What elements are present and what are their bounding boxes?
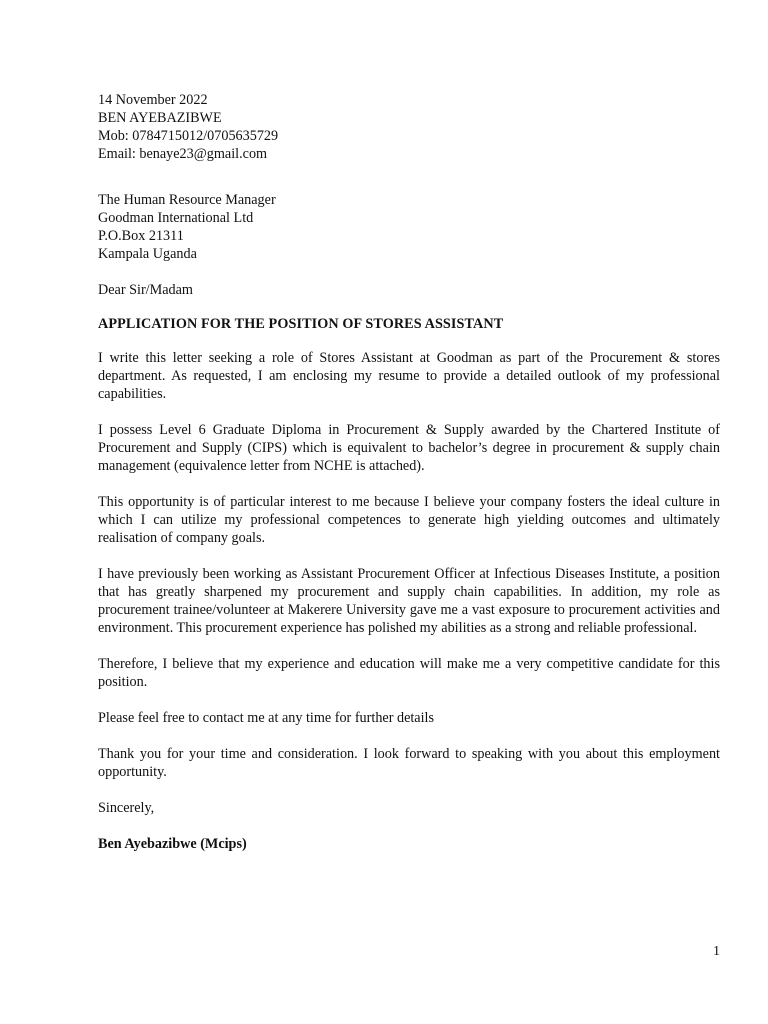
closing: Sincerely, xyxy=(98,800,155,816)
paragraph-conclusion: Therefore, I believe that my experience and education will make me a very competitive candidate for this position. xyxy=(98,656,720,690)
recipient-block xyxy=(98,191,720,263)
paragraph-interest: This opportunity is of particular interest to me because I believe your company fosters the ideal culture in which I can utilize my professional competences to generate high yielding outcomes and ultimately realisation of company goals. xyxy=(98,494,720,546)
paragraph-intro: I write this letter seeking a role of Stores Assistant at Goodman as part of the Procurement & stores department. As requested, I am enclosing my resume to provide a detailed outlook of my professional capabilities. xyxy=(98,350,720,402)
sender-email: Email: benaye23@gmail.com xyxy=(98,146,268,162)
paragraph-experience: I have previously been working as Assistant Procurement Officer at Infectious Diseases Institute, a position that has greatly sharpened my procurement and supply chain capabilities. In addition, my role as procurement trainee/volunteer at Makerere University gave me a vast exposure to procurement activities and environment. This procurement experience has polished my abilities as a strong and reliable professional. xyxy=(98,566,720,636)
sender-name: BEN AYEBAZIBWE xyxy=(98,110,222,126)
paragraph-qualification: I possess Level 6 Graduate Diploma in Procurement & Supply awarded by the Chartered Institute of Procurement and Supply (CIPS) which is equivalent to bachelor’s degree in procurement & supply chain management (equivalence letter from NCHE is attached). xyxy=(98,422,720,474)
letter-page xyxy=(98,91,720,853)
signature-name: Ben Ayebazibwe (Mcips) xyxy=(98,836,247,852)
paragraph-thanks: Thank you for your time and consideration. I look forward to speaking with you about this employment opportunity. xyxy=(98,746,720,780)
salutation: Dear Sir/Madam xyxy=(98,282,193,298)
recipient-city: Kampala Uganda xyxy=(98,246,197,262)
recipient-title: The Human Resource Manager xyxy=(98,192,276,208)
page-number: 1 xyxy=(713,944,720,959)
paragraph-contact: Please feel free to contact me at any time for further details xyxy=(98,710,435,726)
recipient-company: Goodman International Ltd xyxy=(98,210,254,226)
letter-date: 14 November 2022 xyxy=(98,92,208,108)
recipient-box: P.O.Box 21311 xyxy=(98,228,184,244)
sender-mobile: Mob: 0784715012/0705635729 xyxy=(98,128,279,144)
sender-block xyxy=(98,91,720,163)
subject-line: APPLICATION FOR THE POSITION OF STORES ASSISTANT xyxy=(98,316,504,332)
